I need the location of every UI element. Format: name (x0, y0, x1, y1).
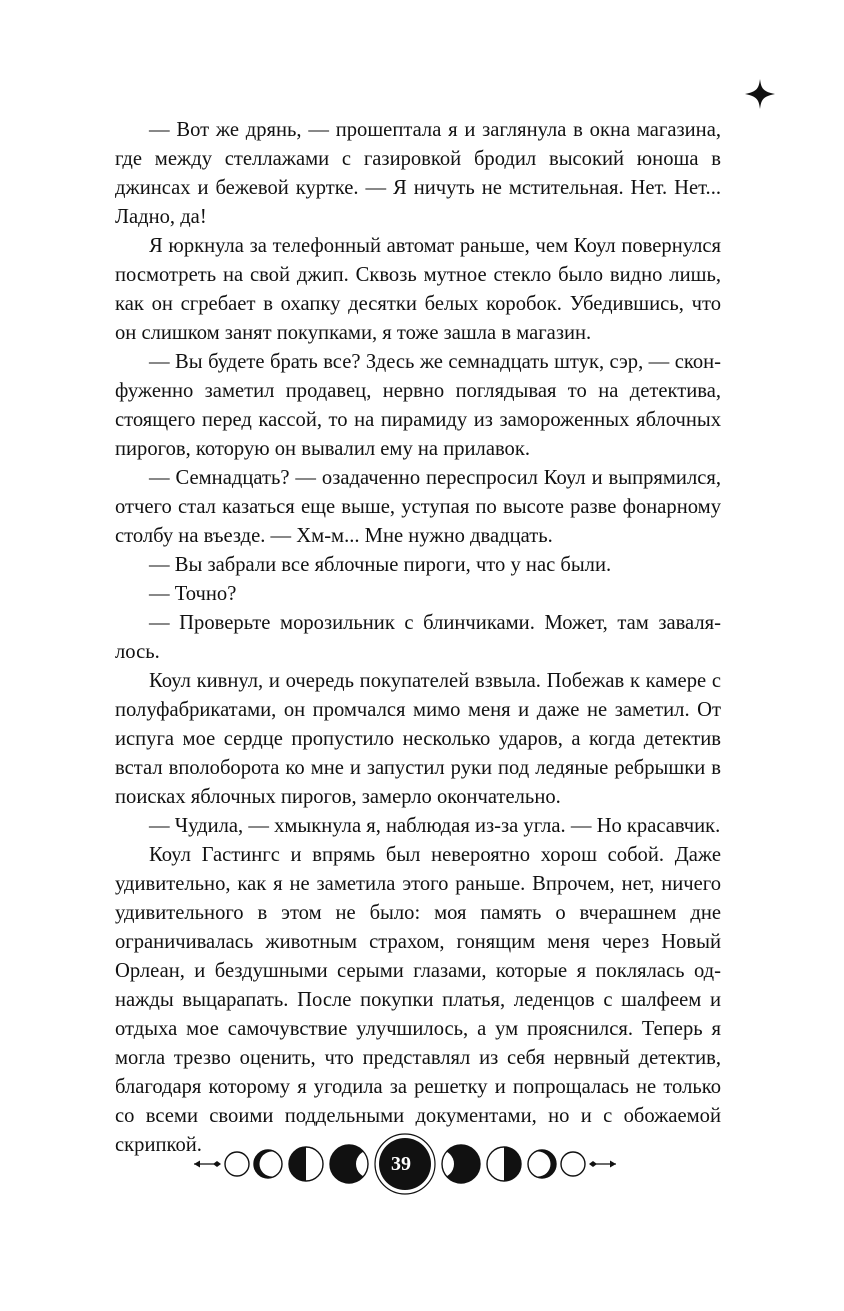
left-arrow-icon (194, 1161, 221, 1168)
page-number: 39 (391, 1153, 411, 1175)
right-arrow-icon (589, 1161, 616, 1168)
moon-phase-icon (225, 1152, 249, 1176)
paragraph: — Чудила, — хмыкнула я, наблюдая из-за угла. — Но красавчик. (149, 815, 721, 837)
paragraph: — Семнадцать? — озадаченно переспросил Коул и выпрямился, отчего стал казаться еще выше, уступая по высоте разве фонарному столбу на въезде. — Хм-м... Мне нужно двадцать. (115, 467, 721, 547)
paragraph: — Вот же дрянь, — прошептала я и заглянула в окна магазина, где между стеллажами с газировкой бродил высокий юноша в джинсах и бежевой куртке. — Я ничуть не мстительная. Нет. Нет... Ладно, да! (115, 119, 721, 228)
moon-phase-icon (289, 1147, 323, 1181)
paragraph: — Проверьте морозильник с блинчиками. Может, там завалялось. (115, 612, 721, 663)
paragraph: — Вы будете брать все? Здесь же семнадцать штук, сэр, — сконфуженно заметил продавец, нервно поглядывая то на детектива, стоящего перед кассой, то на пирамиду из замороженных яблочных пирогов, которую он вывалил ему на прилавок. (115, 351, 721, 460)
paragraph: Коул Гастингс и впрямь был невероятно хорош собой. Даже удивительно, как я не заметила этого раньше. Впрочем, нет, ничего удивительного в этом не было: моя память о вчерашнем дне ограничивалась животным страхом, гонящим меня через Новый Орлеан, и бездушными серыми глазами, которые я поклялась однажды выцарапать. После покупки платья, леденцов с шалфеем и отдыха мое самочувствие улучшилось, а ум прояснился. Теперь я могла трезво оценить, что представлял из себя нервный детектив, благодаря которому я угодила за решетку и попрощалась не только со всеми своими поддельными документами, но и с обожаемой скрипкой. (115, 844, 721, 1156)
paragraph: Коул кивнул, и очередь покупателей взвыла. Побежав к камере с полуфабрикатами, он промчался мимо меня и даже не заметил. От испуга мое сердце пропустило несколько ударов, а когда детектив встал вполоборота ко мне и запустил руки под ледяные ребрышки в поисках яблочных пирогов, замерло окончательно. (115, 670, 721, 808)
paragraph: — Точно? (149, 583, 237, 605)
moon-phase-icon (561, 1152, 585, 1176)
body-text (115, 116, 721, 1160)
paragraph: Я юркнула за телефонный автомат раньше, чем Коул повернулся посмотреть на свой джип. Сквозь мутное стекло было видно лишь, как он сгребает в охапку десятки белых коробок. Убедившись, что он слишком занят покупками, я тоже зашла в магазин. (115, 235, 721, 344)
paragraph: — Вы забрали все яблочные пироги, что у нас были. (149, 554, 612, 576)
sparkle-cross-icon (744, 78, 776, 110)
moon-phase-icon (254, 1150, 285, 1178)
moon-phase-icon (526, 1150, 557, 1178)
moon-phase-icon (487, 1147, 521, 1181)
